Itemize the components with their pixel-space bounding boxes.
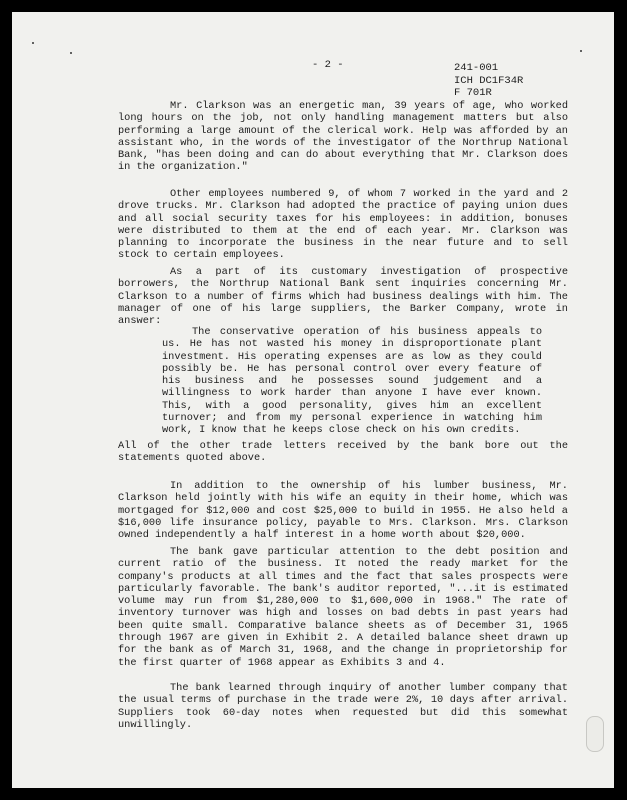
speck [70, 52, 72, 54]
document-page [12, 12, 614, 788]
block-quote: The conservative operation of his business appeals to us. He has not wasted his money in disproportionate plant investment. His operating expenses are as low as they could possibly be. He has personal control over every feature of his business and he possesses sound judgement and a willingness to work harder than anyone I have ever known. This, with a good personality, gives him an excellent turnover; and from my personal experience in watching him work, I know that he keeps close check on his own credits. [162, 326, 542, 437]
paragraph: As a part of its customary investigation of prospective borrowers, the Northrup National Bank sent inquiries concerning Mr. Clarkson to a number of firms which had business dealings with him. The manager of one of his large suppliers, the Barker Company, wrote in answer: [118, 266, 568, 328]
paragraph: The bank learned through inquiry of another lumber company that the usual terms of purchase in the trade were 2%, 10 days after arrival. Suppliers took 60-day notes when requested but did this somewhat unwillingly. [118, 682, 568, 731]
case-code: 241-001 [454, 62, 499, 74]
case-codes [454, 62, 523, 100]
paragraph: The bank gave particular attention to the debt position and current ratio of the business. It noted the ready market for the company's products at all times and the fact that sales prospects were particularly favorable. The bank's auditor reported, "...it is estimated volume may run from $1,280,000 to $1,600,000 in 1968." The rate of inventory turnover was high and losses on bad debts in past years had been quite small. Comparative balance sheets as of December 31, 1965 through 1967 are given in Exhibit 2. A detailed balance sheet drawn up for the bank as of March 31, 1968, and the change in proprietorship for the first quarter of 1968 appear as Exhibits 3 and 4. [118, 546, 568, 669]
paragraph: All of the other trade letters received by the bank bore out the statements quoted above. [118, 440, 568, 465]
paragraph: In addition to the ownership of his lumber business, Mr. Clarkson held jointly with his wife an equity in their home, which was mortgaged for $12,000 and cost $25,000 to build in 1955. He also held a $16,000 life insurance policy, payable to Mrs. Clarkson. Mrs. Clarkson owned independently a half interest in a home worth about $20,000. [118, 480, 568, 542]
paragraph: Other employees numbered 9, of whom 7 worked in the yard and 2 drove trucks. Mr. Clarkson had adopted the practice of paying union dues and all social security taxes for his employees: in addition, bonuses were distributed to them at the end of each year. Mr. Clarkson was planning to incorporate the business in the near future and to sell stock to certain employees. [118, 188, 568, 262]
case-code: ICH DC1F34R [454, 74, 524, 87]
paragraph: Mr. Clarkson was an energetic man, 39 years of age, who worked long hours on the job, not only handling management matters but also performing a large amount of the clerical work. Help was afforded by an assistant who, in the words of the investigator of the Northrup National Bank, "has been doing and can do about everything that Mr. Clarkson does in the organization." [118, 100, 568, 174]
speck [32, 42, 34, 44]
case-code: F 701R [454, 87, 492, 99]
page-number: - 2 - [312, 59, 344, 71]
speck [580, 50, 582, 52]
punch-hole [586, 716, 604, 752]
